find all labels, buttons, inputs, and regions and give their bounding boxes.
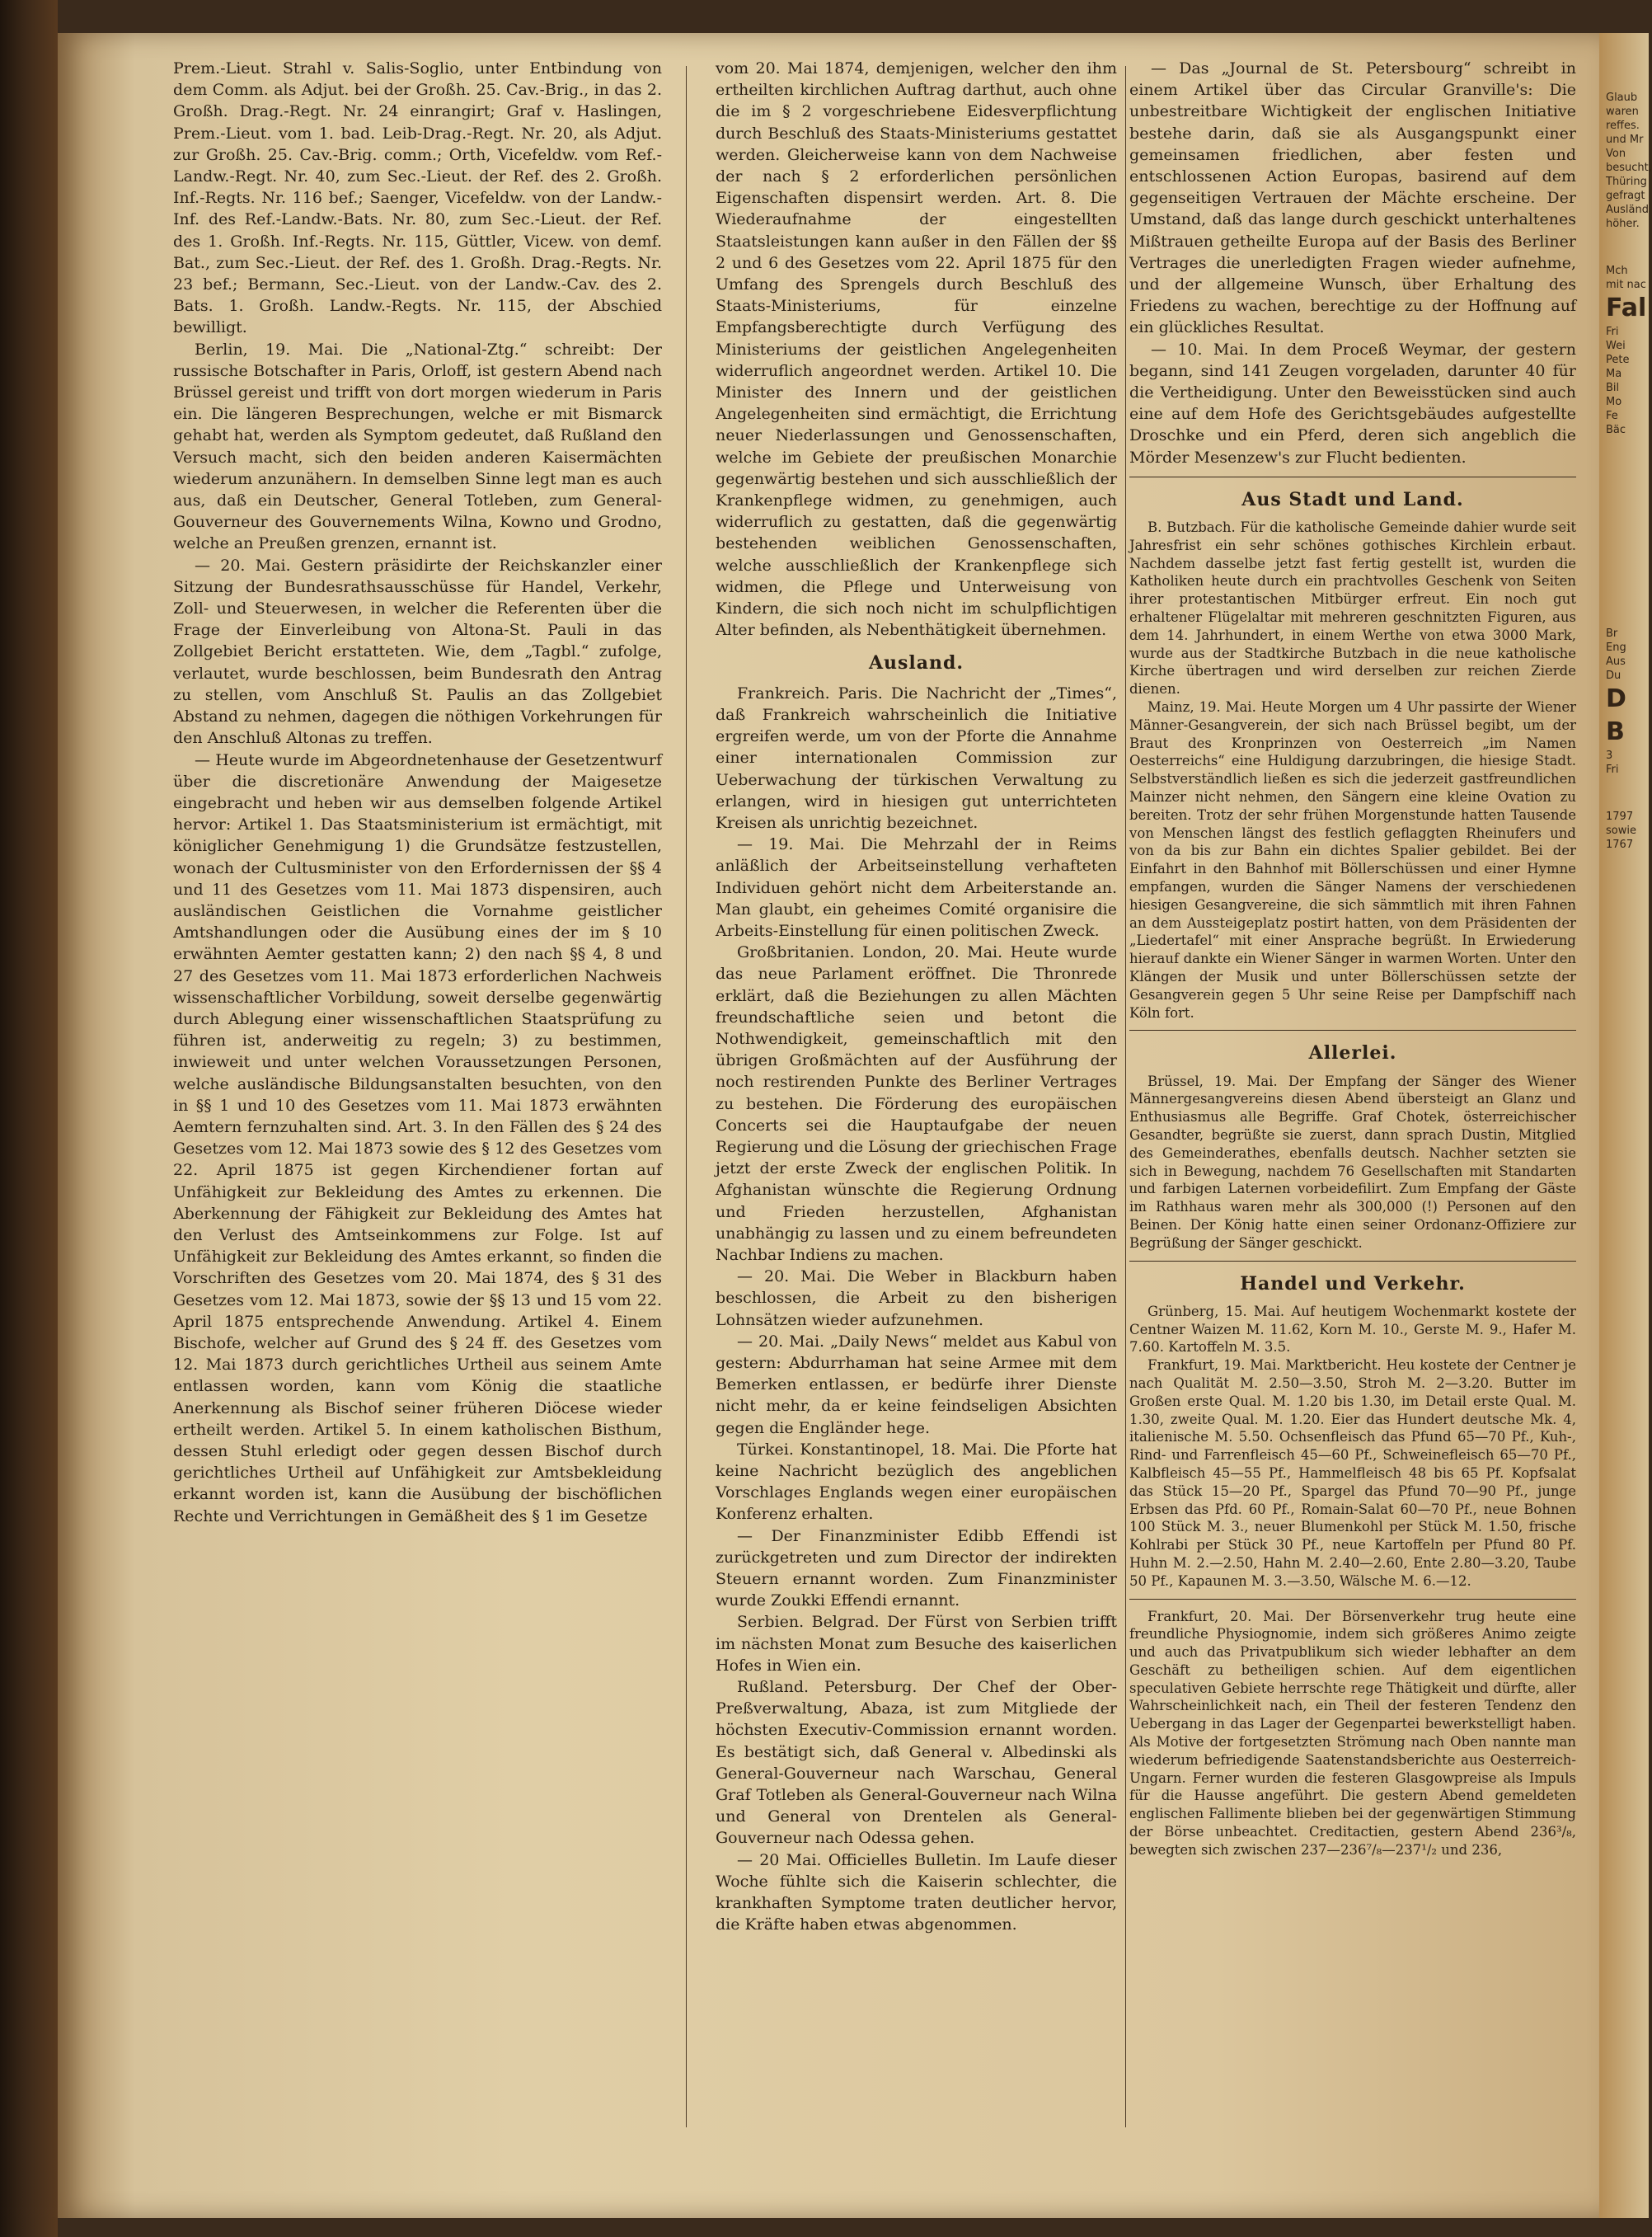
- edge-fragment: sowie: [1606, 825, 1636, 837]
- edge-fragment: waren: [1606, 106, 1639, 118]
- edge-fragment: Aus: [1606, 656, 1626, 668]
- edge-fragment: Ausländ: [1606, 204, 1649, 216]
- edge-fragment: mit nac: [1606, 279, 1646, 291]
- adjacent-page-text: [1606, 91, 1652, 852]
- section-heading-handel: Handel und Verkehr.: [1240, 1272, 1466, 1295]
- edge-fragment: Du: [1606, 670, 1621, 682]
- article-daily-news: — 20. Mai. „Daily News“ meldet aus Kabul von gestern: Abdurrhaman hat seine Armee mit dem Bemerken entlassen, er bedürfe ihrer Dienste nicht mehr, da er keine feindseligen Absichten gegen die Engländer hege.: [716, 1332, 1117, 1437]
- edge-fragment: Mch: [1606, 265, 1628, 277]
- section-stadt-land: [1129, 519, 1576, 1022]
- edge-fragment: Thüring: [1606, 176, 1647, 188]
- section-divider: [1129, 1261, 1576, 1262]
- edge-fragment: Br: [1606, 627, 1618, 640]
- article-serbien: Serbien. Belgrad. Der Fürst von Serbien trifft im nächsten Monat zum Besuche des kaiserlichen Hofes in Wien ein.: [716, 1613, 1117, 1675]
- edge-fragment: besucht,: [1606, 162, 1652, 174]
- article-frankreich: Frankreich. Paris. Die Nachricht der „Times“, daß Frankreich wahrscheinlich die Initiative ergreifen werde, um von der Pforte die Annahme einer internationalen Commission zur Ueberwachung der türkischen Verwaltung zu erlangen, wird in hiesigen gut unterrichteten Kreisen als unrichtig bezeichnet.: [716, 684, 1117, 832]
- article-maigesetze-cont: vom 20. Mai 1874, demjenigen, welcher den ihm ertheilten kirchlichen Auftrag darthut, auch ohne die im § 2 vorgeschriebene Eidesverpflichtung durch Beschluß des Staats-Ministeriums gestattet werden. Gleicherweise kann von dem Nachweise der nach § 2 erforderlichen persönlichen Eigenschaften dispensirt werden. Art. 8. Die Wiederaufnahme der eingestellten Staatsleistungen kann außer in den Fällen der §§ 2 und 6 des Gesetzes vom 22. April 1875 für den Umfang des Sprengels durch Beschluß des Staats-Ministeriums, für einzelne Empfangsberechtigte durch Verfügung des Ministeriums der geistlichen Angelegenheiten widerruflich angeordnet werden. Artikel 10. Die Minister des Innern und der geistlichen Angelegenheiten sind ermächtigt, die Errichtung neuer Niederlassungen und Genossenschaften, welche im Gebiete der preußischen Monarchie gegenwärtig bestehen und sich ausschließlich der Krankenpflege widmen, zu genehmigen, auch widerruflich zu gestatten, daß die gegenwärtig bestehenden weiblichen Genossenschaften, welche ausschließlich der Krankenpflege sich widmen, die Pflege und Unterweisung von Kindern, die sich noch nicht im schulpflichtigen Alter befinden, als Nebenthätigkeit übernehmen.: [716, 59, 1117, 640]
- edge-fragment: 3: [1606, 750, 1613, 762]
- article-bulletin: — 20 Mai. Officielles Bulletin. Im Laufe dieser Woche fühlte sich die Kaiserin schlechter, die krankhaften Symptome traten deutlicher hervor, die Kräfte haben etwas abgenommen.: [716, 1850, 1117, 1934]
- article-journal-petersbourg: — Das „Journal de St. Petersbourg“ schreibt in einem Artikel über das Circular Granville's: Die unbestreitbare Wichtigkeit der englischen Initiative bestehe darin, daß sie als Ausgangspunkt einer gemeinsamen friedlichen, aber festen und entschlossenen Action Europas, basirend auf dem gegenseitigen Vertrauen der Mächte erscheine. Der Umstand, daß das lange durch geschickt unterhaltenes Mißtrauen getheilte Europa auf der Basis des Berliner Vertrages die unerledigten Fragen wieder aufnehme, und der allgemeine Wunsch, über Erhaltung des Friedens zu wachen, berechtige zu der Hoffnung auf ein glückliches Resultat.: [1129, 59, 1576, 337]
- section-heading-allerlei: Allerlei.: [1308, 1042, 1397, 1064]
- section-boerse: [1129, 1608, 1576, 1859]
- article-frankfurt-boerse: Frankfurt, 20. Mai. Der Börsenverkehr trug heute eine freundliche Physiognomie, indem sich größeres Animo zeigte und auch das Privatpublikum sich wieder lebhafter an dem Geschäft zu betheiligen schien. Auf dem eigentlichen speculativen Gebiete herrschte rege Thätigkeit und dürfte, aller Wahrscheinlichkeit nach, ein Theil der festeren Tendenz den Uebergang in das Lager der Gegenpartei bewerkstelligt haben. Als Motive der fortgesetzten Strömung nach Oben nannte man wiederum befriedigende Saatenstandsberichte aus Oesterreich-Ungarn. Ferner wurden die festeren Glasgowpreise als Impuls für die Hausse angeführt. Die gestern Abend gemeldeten englischen Fallimente blieben bei der gegenwärtigen Stimmung der Börse unbeachtet. Creditactien, gestern Abend 236³/₈, bewegten sich zwischen 237—236⁷/₈—237¹/₂ und 236,: [1129, 1608, 1576, 1858]
- edge-fragment: Eng: [1606, 641, 1626, 654]
- article-berlin-20: — 20. Mai. Gestern präsidirte der Reichskanzler einer Sitzung der Bundesrathsausschüsse für Handel, Verkehr, Zoll- und Steuerwesen, in welcher die Referenten über die Frage der Einverleibung von Altona-St. Pauli in das Zollgebiet Bericht erstatteten. Wie, dem „Tagbl.“ zufolge, verlautet, wurde beschlossen, beim Bundesrath den Antrag zu stellen, vom Anschluß St. Paulis an das Zollgebiet Abstand zu nehmen, dagegen die nöthigen Vorkehrungen für den Anschluß Altonas zu treffen.: [173, 556, 662, 748]
- section-heading-stadt-land: Aus Stadt und Land.: [1241, 488, 1464, 510]
- edge-fragment: 1797: [1606, 811, 1634, 823]
- article-russland: Rußland. Petersburg. Der Chef der Ober-Preßverwaltung, Abaza, ist zum Mitgliede der höchsten Executiv-Commission ernannt worden. Es bestätigt sich, daß General v. Albedinski als General-Gouverneur nach Warschau, General Graf Totleben als General-Gouverneur nach Wilna und General von Drentelen als General-Gouverneur nach Odessa gehen.: [716, 1678, 1117, 1848]
- article-personalia: Prem.-Lieut. Strahl v. Salis-Soglio, unter Entbindung von dem Comm. als Adjut. bei der Großh. 25. Cav.-Brig., in das 2. Großh. Drag.-Regt. Nr. 24 einrangirt; Graf v. Haslingen, Prem.-Lieut. vom 1. bad. Leib-Drag.-Regt. Nr. 20, als Adjut. zur Großh. 25. Cav.-Brig. comm.; Orth, Vicefeldw. vom Ref.-Landw.-Regt. Nr. 40, zum Sec.-Lieut. der Ref. des 2. Großh. Inf.-Regts. Nr. 116 bef.; Saenger, Vicefeldw. von der Landw.-Inf. des Ref.-Landw.-Bats. Nr. 80, zum Sec.-Lieut. der Ref. des 1. Großh. Inf.-Regts. Nr. 115, Güttler, Vicew. von demf. Bat., zum Sec.-Lieut. der Ref. des 1. Großh. Drag.-Regts. Nr. 23 bef.; Bermann, Sec.-Lieut. von der Landw.-Cav. des 2. Bats. 1. Großh. Landw.-Regts. Nr. 115, der Abschied bewilligt.: [173, 59, 662, 337]
- article-process-weymar: — 10. Mai. In dem Proceß Weymar, der gestern begann, sind 141 Zeugen vorgeladen, darunter 40 für die Vertheidigung. Unter den Beweisstücken sind auch eine auf dem Hofe des Gerichtsgebäudes aufgestellte Droschke und ein Pferd, deren sich angeblich die Mörder Mesenzew's zur Flucht bedienten.: [1129, 340, 1576, 467]
- edge-fragment: Bil: [1606, 382, 1620, 394]
- edge-fragment: 1767: [1606, 839, 1634, 851]
- article-reims: — 19. Mai. Die Mehrzahl der in Reims anläßlich der Arbeitseinstellung verhafteten Individuen gehört nicht dem Arbeiterstande an. Man glaubt, ein geheimes Comité organisire die Arbeits-Einstellung für einen politischen Zweck.: [716, 835, 1117, 940]
- column-middle: [716, 58, 1117, 2152]
- section-allerlei: [1129, 1073, 1576, 1252]
- column-rule: [1125, 66, 1126, 2127]
- edge-fragment: B: [1606, 717, 1625, 746]
- section-handel: [1129, 1303, 1576, 1591]
- article-mainz: Mainz, 19. Mai. Heute Morgen um 4 Uhr passirte der Wiener Männer-Gesangverein, der sich nach Brüssel begibt, um der Braut des Kronprinzen von Oesterreich „im Namen Oesterreichs“ eine Huldigung darzubringen, die hiesige Stadt. Selbstverständlich ließen es sich die jederzeit gastfreundlichen Mainzer nicht nehmen, den Sängern eine kleine Ovation zu bereiten. Trotz der sehr frühen Morgenstunde hatten Tausende von Menschen längst des festlich geflaggten Rheinufers und von da bis zur Bahn ein dichtes Spalier gebildet. Bei der Einfahrt in den Bahnhof mit Böllerschüssen und einer Hymne empfangen, wurden die Sänger Namens der verschiedenen hiesigen Gesangvereine, die sich sämmtlich mit ihren Fahnen an dem Aussteigeplatz postirt hatten, von dem Präsidenten der „Liedertafel“ mit einer Ansprache begrüßt. In Erwiederung hierauf dankte ein Wiener Sänger in warmen Worten. Unter den Klängen der Musik und unter Böllerschüssen setzte der Gesangverein gegen 5 Uhr seine Reise per Dampfschiff nach Köln fort.: [1129, 699, 1576, 1021]
- edge-fragment: Wei: [1606, 340, 1626, 352]
- edge-fragment: Ma: [1606, 368, 1622, 380]
- edge-fragment: Fri: [1606, 326, 1619, 338]
- edge-fragment: gefragt: [1606, 190, 1645, 202]
- edge-fragment: höher.: [1606, 218, 1640, 230]
- edge-fragment: Glaub: [1606, 92, 1638, 104]
- article-tuerkei: Türkei. Konstantinopel, 18. Mai. Die Pforte hat keine Nachricht bezüglich des angeblichen Vorschlages Englands wegen einer europäischen Konferenz erhalten.: [716, 1440, 1117, 1524]
- book-binding: [0, 0, 58, 2237]
- edge-fragment: Pete: [1606, 354, 1630, 366]
- article-blackburn: — 20. Mai. Die Weber in Blackburn haben beschlossen, die Arbeit zu den bisherigen Lohnsätzen wieder aufzunehmen.: [716, 1267, 1117, 1329]
- column-right: [1129, 58, 1576, 2152]
- edge-fragment: und Mr: [1606, 134, 1644, 146]
- edge-fragment: Fal: [1606, 294, 1647, 322]
- column-left: [173, 58, 662, 2152]
- edge-fragment: D: [1606, 684, 1626, 713]
- article-gruenberg: Grünberg, 15. Mai. Auf heutigem Wochenmarkt kostete der Centner Waizen M. 11.62, Korn M. 10., Gerste M. 9., Hafer M. 7.60. Kartoffeln M. 3.5.: [1129, 1303, 1576, 1356]
- article-bruessel: Brüssel, 19. Mai. Der Empfang der Sänger des Wiener Männergesangvereins diesen Abend übersteigt an Glanz und Enthusiasmus alle Begriffe. Graf Chotek, österreichischer Gesandter, begrüßte sie zuerst, dann sprach Dustin, Mitglied des Gemeinderathes, ebenfalls deutsch. Nachher setzten sie sich in Bewegung, nachdem 76 Gesellschaften mit Standarten und farbigen Laternen vorbeidefilirt. Zum Empfang der Gäste im Rathhaus waren mehr als 300,000 (!) Personen auf den Beinen. Der König hatte einen seiner Ordonanz-Offiziere zur Begrüßung der Sänger geschickt.: [1129, 1073, 1576, 1251]
- column-rule: [686, 66, 687, 2127]
- article-frankfurt-markt: Frankfurt, 19. Mai. Marktbericht. Heu kostete der Centner je nach Qualität M. 2.50—3.50, Stroh M. 2—3.20. Butter im Großen erste Qual. M. 1.20 bis 1.30, im Detail erste Qual. M. 1.30, zweite Qual. M. 1.20. Eier das Hundert deutsche Mk. 4, italienische M. 5.50. Ochsenfleisch das Pfund 65—70 Pf., Kuh-, Rind- und Farrenfleisch 45—60 Pf., Schweinefleisch 65—70 Pf., Kalbfleisch 45—55 Pf., Hammelfleisch 48 bis 65 Pf. Kopfsalat das Stück 15—20 Pf., Spargel das Pfund 70—90 Pf., junge Erbsen das Pfd. 60 Pf., Romain-Salat 60—70 Pf., neue Bohnen 100 Stück M. 3., neuer Blumenkohl per Stück M. 1.50, frische Kohlrabi per Stück 30 Pf., neue Kartoffeln per Pfund 80 Pf. Huhn M. 2.—2.50, Hahn M. 2.40—2.60, Ente 2.80—3.20, Taube 50 Pf., Kapaunen M. 3.—3.50, Wälsche M. 6.—12.: [1129, 1357, 1576, 1589]
- edge-fragment: Fri: [1606, 764, 1619, 776]
- article-grossbritanien: Großbritanien. London, 20. Mai. Heute wurde das neue Parlament eröffnet. Die Thronrede erklärt, daß die Beziehungen zu allen Mächten freundschaftliche seien und betont die Nothwendigkeit, gemeinschaftlich mit den übrigen Großmächten auf der Ausführung der noch restirenden Punkte des Berliner Vertrages zu bestehen. Die Förderung des europäischen Concerts sei die Hauptaufgabe der neuen Regierung und die Lösung der griechischen Frage jetzt der erste Zweck der englischen Politik. In Afghanistan wünschte die Regierung Ordnung und Frieden herzustellen, Afghanistan unabhängig zu lassen und zu einem befreundeten Nachbar Indiens zu machen.: [716, 943, 1117, 1264]
- section-divider: [1129, 1030, 1576, 1031]
- edge-fragment: Fe: [1606, 410, 1618, 422]
- article-butzbach: B. Butzbach. Für die katholische Gemeinde dahier wurde seit Jahresfrist ein sehr schönes gothisches Kirchlein erbaut. Nachdem dasselbe jetzt fast fertig gestellt ist, wurden die Katholiken heute durch ein prachtvolles Geschenk von Seiten ihrer protestantischen Mitbürger erfreut. Ein noch gut erhaltener Flügelaltar mit mehreren geschnitzten Figuren, aus dem 14. Jahrhundert, in einem Werthe von etwa 3000 Mark, wurde aus der Stadtkirche Butzbach in die neue katholische Kirche übertragen und wird derselben zur reichen Zierde dienen.: [1129, 519, 1576, 698]
- edge-fragment: Bäc: [1606, 424, 1626, 436]
- article-finanzminister: — Der Finanzminister Edibb Effendi ist zurückgetreten und zum Director der indirekten Steuern ernannt worden. Zum Finanzminister wurde Zoukki Effendi ernannt.: [716, 1526, 1117, 1610]
- article-maigesetze: — Heute wurde im Abgeordnetenhause der Gesetzentwurf über die discretionäre Anwendung der Maigesetze eingebracht und heben wir aus demselben folgende Artikel hervor: Artikel 1. Das Staatsministerium ist ermächtigt, mit königlicher Genehmigung 1) die Grundsätze festzustellen, wonach der Cultusminister von den Erfordernissen der §§ 4 und 11 des Gesetzes vom 11. Mai 1873 dispensiren, auch ausländischen Geistlichen die Vornahme geistlicher Amtshandlungen oder die Ausübung eines der im § 10 erwähnten Aemter gestatten kann; 2) den nach §§ 4, 8 und 27 des Gesetzes vom 11. Mai 1873 erforderlichen Nachweis wissenschaftlicher Vorbildung, soweit derselbe gegenwärtig durch Ablegung einer wissenschaftlichen Staatsprüfung zu führen ist, anderweitig zu regeln; 3) zu bestimmen, inwieweit und unter welchen Voraussetzungen Personen, welche ausländische Bildungsanstalten besuchten, von den in §§ 1 und 10 des Gesetzes vom 11. Mai 1873 erwähnten Aemtern fernzuhalten sind. Art. 3. In den Fällen des § 24 des Gesetzes vom 12. Mai 1873 sowie des § 12 des Gesetzes vom 22. April 1875 ist gegen Kirchendiener fortan auf Unfähigkeit zur Bekleidung des Amtes zu erkennen. Die Aberkennung der Fähigkeit zur Bekleidung des Amtes hat den Verlust des Amtseinkommens zur Folge. Ist auf Unfähigkeit zur Bekleidung des Amtes erkannt, so finden die Vorschriften des Gesetzes vom 20. Mai 1874, des § 31 des Gesetzes vom 12. Mai 1873, sowie der §§ 13 und 15 vom 22. April 1875 entsprechende Anwendung. Artikel 4. Einem Bischofe, welcher auf Grund des § 24 ff. des Gesetzes vom 12. Mai 1873 durch gerichtliches Urtheil aus seinem Amte entlassen worden, kann vom König die staatliche Anerkennung als Bischof seiner früheren Diöcese wieder ertheilt werden. Artikel 5. In einem katholischen Bisthum, dessen Stuhl erledigt oder gegen dessen Bischof durch gerichtliches Urtheil auf Unfähigkeit zur Amtsbekleidung erkannt worden ist, kann die Ausübung der bischöflichen Rechte und Verrichtungen in Gemäßheit des § 1 im Gesetze: [173, 750, 662, 1525]
- section-divider: [1129, 1599, 1576, 1600]
- article-berlin-19: Berlin, 19. Mai. Die „National-Ztg.“ schreibt: Der russische Botschafter in Paris, Orloff, ist gestern Abend nach Brüssel gereist und trifft von dort morgen wiederum in Paris ein. Die längeren Besprechungen, welche er mit Bismarck gehabt hat, werden als Symptom gedeutet, daß Rußland den Versuch macht, sich den beiden anderen Kaisermächten wiederum anzunähern. In demselben Sinne legt man es auch aus, daß ein Deutscher, General Totleben, zum General-Gouverneur des Gouvernements Wilna, Kowno und Grodno, welche an Preußen grenzen, ernannt ist.: [173, 340, 662, 553]
- edge-fragment: Mo: [1606, 396, 1622, 408]
- edge-fragment: Von: [1606, 148, 1626, 160]
- edge-fragment: reffes.: [1606, 120, 1640, 132]
- section-heading-ausland: Ausland.: [868, 652, 964, 674]
